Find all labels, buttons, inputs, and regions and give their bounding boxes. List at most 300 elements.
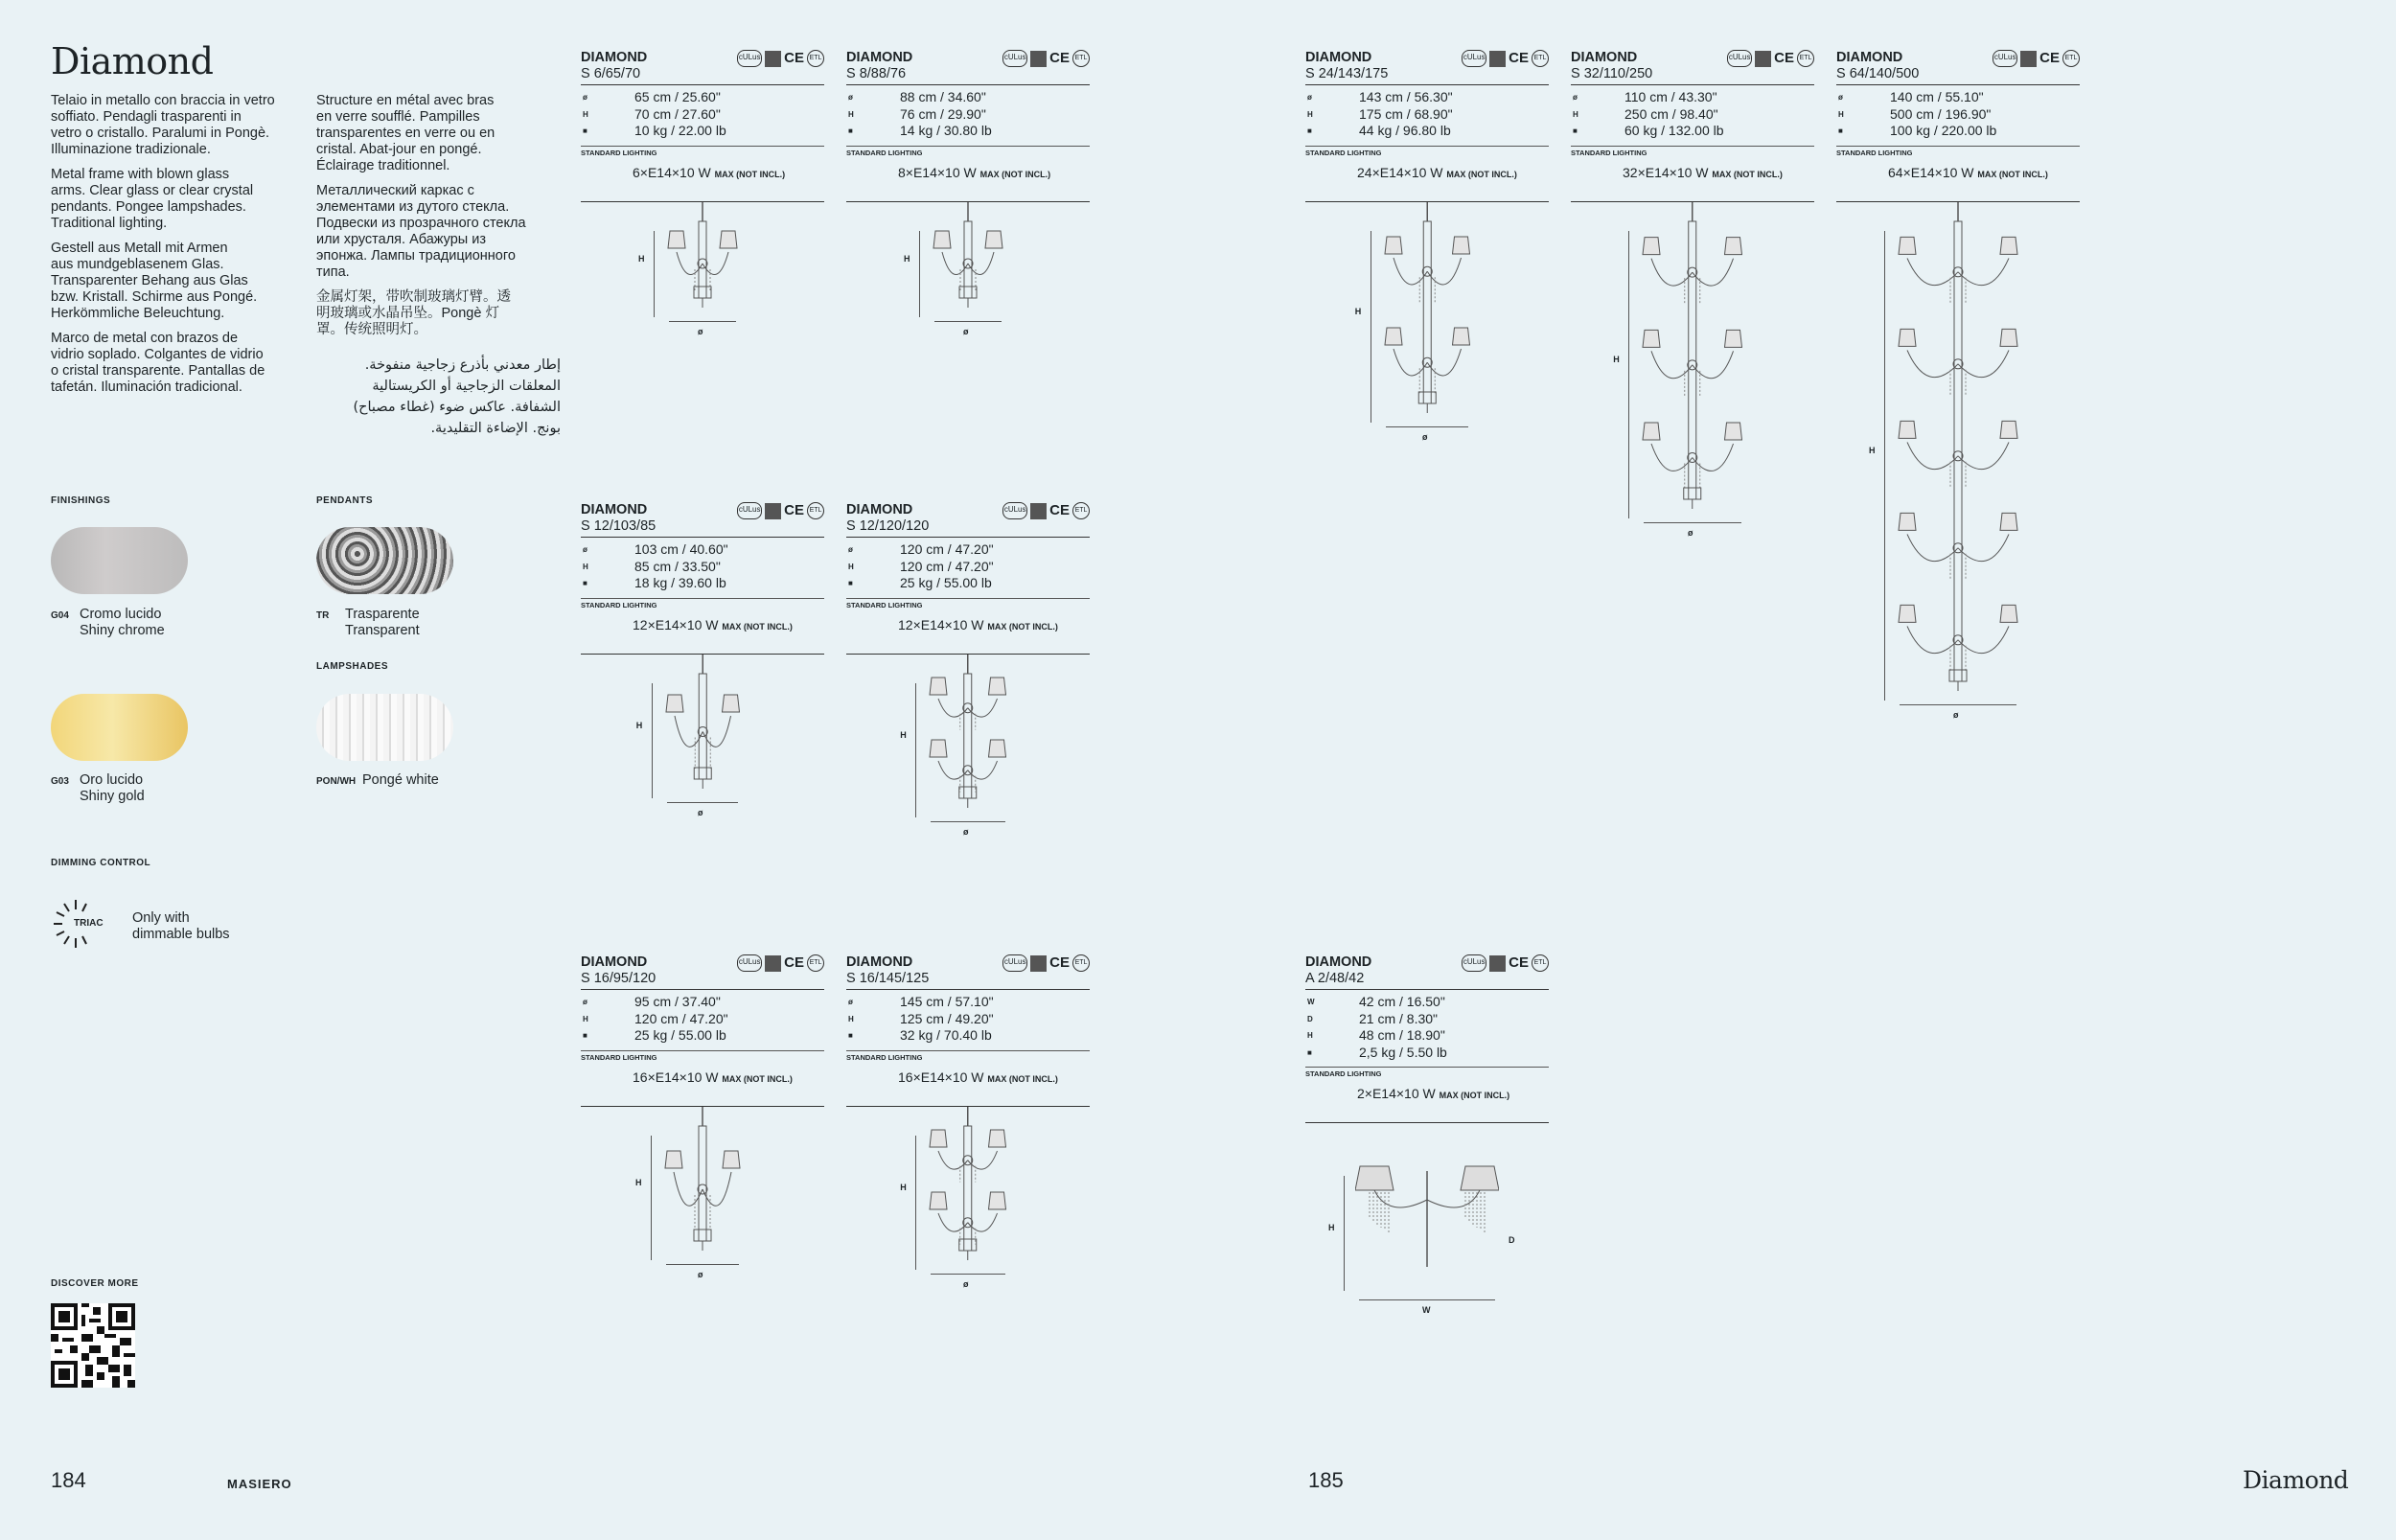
- divider: [1305, 84, 1549, 85]
- spec-value: 120 cm / 47.20": [900, 558, 994, 574]
- diameter-dimension-label: ø: [963, 1278, 969, 1289]
- height-dimension-label: H: [900, 1182, 907, 1192]
- ce-mark-icon: CE: [1049, 50, 1070, 66]
- etl-cert-icon: ETL: [1072, 502, 1090, 519]
- spec-list: [1836, 89, 2080, 140]
- chandelier-drawing: [1355, 1161, 1499, 1296]
- bulb-note: MAX (NOT INCL.): [1977, 169, 2048, 179]
- spec-row: [581, 1011, 824, 1028]
- certification-icons: [1002, 954, 1090, 972]
- product-drawing: [846, 202, 1090, 346]
- pendants-heading: PENDANTS: [316, 495, 374, 506]
- divider: [581, 146, 824, 147]
- cul-cert-icon: cULus: [1462, 954, 1486, 972]
- lighting-heading: STANDARD LIGHTING: [1836, 148, 1913, 157]
- qr-code[interactable]: [51, 1303, 135, 1388]
- height-dimension-label: H: [638, 253, 645, 264]
- product-card: [846, 954, 1090, 1299]
- width-dimension-line: [931, 821, 1005, 822]
- product-model: S 32/110/250: [1571, 66, 1653, 81]
- chandelier-drawing: [663, 655, 743, 798]
- spec-row: [1571, 123, 1814, 140]
- width-dimension-line: [1900, 704, 2016, 705]
- spec-key: H: [848, 109, 854, 119]
- triac-icon: [51, 896, 108, 954]
- ce-mark-icon: CE: [2039, 50, 2060, 66]
- width-dimension-label: W: [1422, 1305, 1431, 1315]
- etl-cert-icon: ETL: [807, 954, 824, 972]
- certification-mark-icon: [765, 503, 781, 519]
- height-dimension-line: [915, 683, 916, 817]
- spec-row: [846, 541, 1090, 559]
- width-dimension-line: [669, 321, 736, 322]
- height-dimension-line: [1344, 1176, 1345, 1291]
- etl-cert-icon: ETL: [807, 502, 824, 519]
- spec-row: [1836, 106, 2080, 124]
- bulb-spec: [898, 617, 1090, 632]
- spec-row: [581, 541, 824, 559]
- lighting-heading: STANDARD LIGHTING: [581, 1052, 657, 1062]
- cul-cert-icon: cULus: [1002, 502, 1027, 519]
- ce-mark-icon: CE: [1774, 50, 1794, 66]
- brand-name: MASIERO: [227, 1477, 292, 1491]
- product-card: [846, 50, 1090, 346]
- bulb-spec: [898, 1069, 1090, 1085]
- bulb-spec: [633, 1069, 824, 1085]
- spec-row: [1305, 89, 1549, 106]
- product-model: S 16/145/125: [846, 971, 930, 986]
- certification-icons: [1993, 50, 2080, 67]
- width-dimension-line: [1644, 522, 1741, 523]
- spec-value: 95 cm / 37.40": [634, 994, 721, 1009]
- spec-row: [581, 1027, 824, 1045]
- bulb-count: 16×E14×10 W: [898, 1069, 984, 1085]
- page-number-left: 184: [51, 1468, 86, 1492]
- divider: [1571, 84, 1814, 85]
- page-title: Diamond: [51, 40, 214, 82]
- divider: [1305, 1067, 1549, 1068]
- spec-row: [846, 575, 1090, 592]
- bulb-note: MAX (NOT INCL.): [722, 621, 793, 632]
- product-name: DIAMOND: [581, 954, 648, 970]
- ce-mark-icon: CE: [784, 502, 804, 518]
- spec-row: [1571, 89, 1814, 106]
- spec-key: ø: [848, 998, 853, 1006]
- ce-mark-icon: CE: [1049, 954, 1070, 971]
- spec-row: [1305, 1011, 1549, 1028]
- spec-row: [846, 1011, 1090, 1028]
- height-dimension-line: [654, 231, 655, 317]
- bulb-spec: [898, 165, 1090, 180]
- divider: [581, 84, 824, 85]
- cul-cert-icon: cULus: [1727, 50, 1752, 67]
- spec-value: 25 kg / 55.00 lb: [634, 1027, 726, 1043]
- bulb-note: MAX (NOT INCL.): [987, 1073, 1058, 1084]
- chandelier-drawing: [1896, 202, 2020, 701]
- ponge-swatch: [316, 694, 453, 761]
- bulb-note: MAX (NOT INCL.): [1439, 1091, 1510, 1100]
- width-dimension-line: [934, 321, 1002, 322]
- spec-row: [581, 559, 824, 576]
- diameter-dimension-label: ø: [698, 807, 703, 817]
- spec-key: ø: [1307, 93, 1312, 102]
- desc-spanish: Marco de metal con brazos de vidrio soplado. Colgantes de vidrio o cristal transparente. Pantallas de tafetán. Iluminación tradicional.: [51, 331, 265, 395]
- divider: [846, 989, 1090, 990]
- weight-icon: ■: [1838, 126, 1843, 135]
- spec-list: [581, 994, 824, 1045]
- certification-mark-icon: [1755, 51, 1771, 67]
- spec-value: 18 kg / 39.60 lb: [634, 575, 726, 590]
- spec-key: H: [583, 1014, 588, 1023]
- spec-row: [1305, 994, 1549, 1011]
- finish-label: Cromo lucido Shiny chrome: [80, 607, 165, 638]
- bulb-count: 8×E14×10 W: [898, 164, 977, 180]
- spec-key: D: [1307, 1014, 1313, 1023]
- lighting-heading: STANDARD LIGHTING: [846, 148, 923, 157]
- spec-key: H: [583, 562, 588, 571]
- spec-value: 125 cm / 49.20": [900, 1010, 994, 1026]
- spec-list: [846, 89, 1090, 140]
- spec-key: ø: [1573, 93, 1578, 102]
- spec-row: [1305, 106, 1549, 124]
- bulb-count: 6×E14×10 W: [633, 164, 711, 180]
- height-dimension-label: H: [1354, 306, 1362, 316]
- divider: [1836, 84, 2080, 85]
- cul-cert-icon: cULus: [1462, 50, 1486, 67]
- spec-value: 85 cm / 33.50": [634, 558, 721, 574]
- spec-value: 44 kg / 96.80 lb: [1359, 123, 1451, 138]
- desc-russian: Металлический каркас с элементами из дутого стекла. Подвески из прозрачного стекла или хрусталя. Абажуры из эпонжа. Лампы традиционного типа.: [316, 183, 526, 280]
- product-card: [1836, 50, 2080, 729]
- spec-value: 25 kg / 55.00 lb: [900, 575, 992, 590]
- etl-cert-icon: ETL: [1072, 954, 1090, 972]
- chandelier-drawing: [1382, 202, 1473, 423]
- product-drawing: [1305, 1123, 1549, 1315]
- finish-label: Oro lucido Shiny gold: [80, 772, 145, 804]
- chrome-swatch: [51, 527, 188, 594]
- height-dimension-line: [915, 1136, 916, 1270]
- height-dimension-line: [651, 1136, 652, 1260]
- spec-row: [581, 106, 824, 124]
- product-model: S 6/65/70: [581, 66, 641, 81]
- product-card: [1571, 50, 1814, 547]
- ce-mark-icon: CE: [784, 954, 804, 971]
- height-dimension-label: H: [635, 720, 643, 730]
- spec-list: [1571, 89, 1814, 140]
- certification-mark-icon: [1489, 955, 1506, 972]
- divider: [1305, 989, 1549, 990]
- spec-value: 100 kg / 220.00 lb: [1890, 123, 1997, 138]
- weight-icon: ■: [583, 126, 587, 135]
- certification-icons: [1002, 50, 1090, 67]
- product-card: [846, 502, 1090, 846]
- certification-mark-icon: [1489, 51, 1506, 67]
- weight-icon: ■: [1573, 126, 1578, 135]
- dimming-text: Only with dimmable bulbs: [132, 910, 230, 942]
- spec-list: [846, 994, 1090, 1045]
- product-card: [1305, 50, 1549, 451]
- spec-row: [1305, 1027, 1549, 1045]
- bulb-note: MAX (NOT INCL.): [979, 169, 1051, 179]
- lighting-heading: STANDARD LIGHTING: [581, 148, 657, 157]
- width-dimension-line: [667, 802, 739, 803]
- product-model: S 12/103/85: [581, 518, 657, 534]
- product-model: A 2/48/42: [1305, 971, 1365, 986]
- spec-value: 48 cm / 18.90": [1359, 1027, 1445, 1043]
- spec-key: ø: [848, 545, 853, 554]
- bulb-count: 12×E14×10 W: [633, 616, 719, 632]
- divider: [846, 146, 1090, 147]
- diameter-dimension-label: ø: [1953, 709, 1959, 720]
- desc-chinese: 金属灯架，带吹制玻璃灯臂。透 明玻璃或水晶吊坠。Pongè 灯 罩。传统照明灯。: [316, 289, 511, 337]
- divider: [1305, 146, 1549, 147]
- weight-icon: ■: [848, 579, 853, 587]
- divider: [581, 989, 824, 990]
- bulb-count: 64×E14×10 W: [1888, 164, 1974, 180]
- divider: [846, 598, 1090, 599]
- weight-icon: ■: [848, 126, 853, 135]
- product-drawing: [846, 655, 1090, 846]
- dimming-heading: DIMMING CONTROL: [51, 858, 151, 868]
- finish-code: G03: [51, 776, 69, 787]
- finish-code: G04: [51, 610, 69, 621]
- width-dimension-line: [1386, 426, 1469, 427]
- bulb-note: MAX (NOT INCL.): [1712, 169, 1783, 179]
- desc-german: Gestell aus Metall mit Armen aus mundgeblasenem Glas. Transparenter Behang aus Glas bzw. Kristall. Schirme aus Pongé. Herkömmliche Beleuchtung.: [51, 241, 258, 321]
- chandelier-drawing: [1640, 202, 1745, 518]
- lighting-heading: STANDARD LIGHTING: [846, 1052, 923, 1062]
- product-card: [581, 50, 824, 346]
- bulb-spec: [1623, 165, 1814, 180]
- desc-arabic: إطار معدني بأذرع زجاجية منفوخة. المعلقات الزجاجية أو الكريستالية الشفافة. عاكس ضوء (غطاء مصباح) بونج. الإضاءة التقليدية.: [353, 357, 561, 436]
- bulb-spec: [1357, 1086, 1549, 1101]
- certification-icons: [1462, 954, 1549, 972]
- height-dimension-line: [1628, 231, 1629, 518]
- product-card: [1305, 954, 1549, 1315]
- pendant-code: TR: [316, 610, 330, 621]
- spec-key: ø: [1838, 93, 1843, 102]
- height-dimension-label: H: [900, 729, 907, 740]
- depth-dimension-label: D: [1509, 1235, 1515, 1245]
- spec-key: ø: [583, 93, 587, 102]
- spec-value: 143 cm / 56.30": [1359, 89, 1453, 104]
- gold-swatch: [51, 694, 188, 761]
- product-drawing: [581, 202, 824, 346]
- lighting-heading: STANDARD LIGHTING: [1305, 148, 1382, 157]
- diameter-dimension-label: ø: [963, 826, 969, 837]
- spec-value: 14 kg / 30.80 lb: [900, 123, 992, 138]
- desc-italian: Telaio in metallo con braccia in vetro soffiato. Pendagli trasparenti in vetro o cristallo. Paralumi in Pongè. Illuminazione tradizionale.: [51, 93, 275, 157]
- spec-value: 2,5 kg / 5.50 lb: [1359, 1044, 1447, 1060]
- spec-key: H: [1573, 109, 1578, 119]
- desc-french: Structure en métal avec bras en verre soufflé. Pampilles transparentes en verre ou en cristal. Abat-jour en pongé. Éclairage traditionnel.: [316, 93, 495, 173]
- finishings-heading: FINISHINGS: [51, 495, 111, 506]
- spec-row: [846, 994, 1090, 1011]
- spec-row: [846, 559, 1090, 576]
- spec-value: 10 kg / 22.00 lb: [634, 123, 726, 138]
- divider: [846, 1050, 1090, 1051]
- spec-list: [1305, 89, 1549, 140]
- product-drawing: [1305, 202, 1549, 451]
- bulb-spec: [633, 165, 824, 180]
- product-name: DIAMOND: [1305, 954, 1372, 970]
- spec-value: 76 cm / 29.90": [900, 105, 986, 122]
- product-drawing: [846, 1107, 1090, 1299]
- spec-key: H: [848, 562, 854, 571]
- spec-row: [846, 106, 1090, 124]
- product-model: S 8/88/76: [846, 66, 907, 81]
- product-name: DIAMOND: [581, 50, 648, 65]
- height-dimension-label: H: [904, 253, 910, 264]
- spec-value: 175 cm / 68.90": [1359, 105, 1453, 122]
- cul-cert-icon: cULus: [737, 954, 762, 972]
- spec-list: [1305, 994, 1549, 1061]
- width-dimension-line: [931, 1274, 1005, 1275]
- spec-key: H: [1838, 109, 1844, 119]
- lighting-heading: STANDARD LIGHTING: [846, 600, 923, 609]
- spec-row: [1571, 106, 1814, 124]
- bulb-spec: [1357, 165, 1549, 180]
- chandelier-drawing: [927, 1107, 1009, 1270]
- description-col-1: [51, 93, 310, 404]
- height-dimension-line: [1884, 231, 1885, 701]
- diameter-dimension-label: ø: [698, 1269, 703, 1279]
- spec-key: ø: [583, 998, 587, 1006]
- bulb-count: 24×E14×10 W: [1357, 164, 1443, 180]
- certification-icons: [737, 50, 824, 67]
- spec-list: [846, 541, 1090, 592]
- chandelier-drawing: [931, 202, 1005, 317]
- lampshade-code: PON/WH: [316, 776, 357, 787]
- product-model: S 12/120/120: [846, 518, 930, 534]
- weight-icon: ■: [583, 579, 587, 587]
- cul-cert-icon: cULus: [1002, 50, 1027, 67]
- bulb-count: 16×E14×10 W: [633, 1069, 719, 1085]
- product-name: DIAMOND: [1571, 50, 1638, 65]
- spec-row: [581, 123, 824, 140]
- desc-english: Metal frame with blown glass arms. Clear glass or clear crystal pendants. Pongee lampshades. Traditional lighting.: [51, 167, 254, 231]
- divider: [581, 598, 824, 599]
- description-col-2: [316, 93, 575, 347]
- spec-key: H: [1307, 1031, 1313, 1040]
- etl-cert-icon: ETL: [1532, 954, 1549, 972]
- product-name: DIAMOND: [581, 502, 648, 517]
- spec-key: H: [1307, 109, 1313, 119]
- product-name: DIAMOND: [846, 502, 913, 517]
- etl-cert-icon: ETL: [1797, 50, 1814, 67]
- product-drawing: [581, 655, 824, 827]
- etl-cert-icon: ETL: [1532, 50, 1549, 67]
- product-drawing: [581, 1107, 824, 1289]
- cul-cert-icon: cULus: [737, 502, 762, 519]
- spec-key: ø: [848, 93, 853, 102]
- spec-row: [1836, 89, 2080, 106]
- spec-row: [846, 1027, 1090, 1045]
- spec-key: W: [1307, 998, 1315, 1006]
- bulb-count: 32×E14×10 W: [1623, 164, 1709, 180]
- spec-row: [581, 575, 824, 592]
- spec-value: 42 cm / 16.50": [1359, 994, 1445, 1009]
- product-card: [581, 954, 824, 1289]
- product-name: DIAMOND: [846, 50, 913, 65]
- product-drawing: [1836, 202, 2080, 729]
- certification-icons: [1002, 502, 1090, 519]
- discover-heading: DISCOVER MORE: [51, 1278, 139, 1289]
- footer-title: Diamond: [2243, 1466, 2349, 1494]
- spec-value: 103 cm / 40.60": [634, 541, 728, 557]
- ce-mark-icon: CE: [1509, 954, 1529, 971]
- product-model: S 64/140/500: [1836, 66, 1920, 81]
- etl-cert-icon: ETL: [1072, 50, 1090, 67]
- spec-row: [846, 89, 1090, 106]
- bulb-note: MAX (NOT INCL.): [1446, 169, 1517, 179]
- bulb-spec: [633, 617, 824, 632]
- spec-value: 60 kg / 132.00 lb: [1624, 123, 1724, 138]
- bulb-count: 2×E14×10 W: [1357, 1086, 1436, 1101]
- spec-value: 145 cm / 57.10": [900, 994, 994, 1009]
- height-dimension-label: H: [1869, 445, 1876, 455]
- divider: [581, 537, 824, 538]
- height-dimension-label: H: [635, 1177, 642, 1187]
- chandelier-drawing: [665, 202, 740, 317]
- ce-mark-icon: CE: [1509, 50, 1529, 66]
- spec-row: [581, 994, 824, 1011]
- spec-value: 32 kg / 70.40 lb: [900, 1027, 992, 1043]
- diameter-dimension-label: ø: [963, 326, 969, 336]
- spec-list: [581, 89, 824, 140]
- lampshade-label: Pongé white: [362, 772, 439, 788]
- spec-value: 120 cm / 47.20": [900, 541, 994, 557]
- divider: [1836, 146, 2080, 147]
- product-model: S 24/143/175: [1305, 66, 1389, 81]
- weight-icon: ■: [1307, 1047, 1312, 1057]
- certification-icons: [737, 502, 824, 519]
- weight-icon: ■: [583, 1031, 587, 1040]
- diameter-dimension-label: ø: [1422, 431, 1428, 442]
- height-dimension-label: H: [1613, 354, 1620, 364]
- bulb-count: 12×E14×10 W: [898, 616, 984, 632]
- crystal-swatch: [316, 527, 453, 594]
- spec-list: [581, 541, 824, 592]
- height-dimension-line: [652, 683, 653, 798]
- spec-value: 65 cm / 25.60": [634, 89, 721, 104]
- certification-icons: [737, 954, 824, 972]
- bulb-note: MAX (NOT INCL.): [987, 621, 1058, 632]
- product-name: DIAMOND: [1836, 50, 1903, 65]
- spec-value: 110 cm / 43.30": [1624, 89, 1717, 104]
- certification-mark-icon: [765, 955, 781, 972]
- lampshades-heading: LAMPSHADES: [316, 661, 389, 672]
- cul-cert-icon: cULus: [737, 50, 762, 67]
- divider: [846, 537, 1090, 538]
- product-name: DIAMOND: [846, 954, 913, 970]
- certification-mark-icon: [765, 51, 781, 67]
- height-dimension-label: H: [1328, 1223, 1335, 1232]
- etl-cert-icon: ETL: [2062, 50, 2080, 67]
- certification-icons: [1462, 50, 1549, 67]
- spec-key: H: [848, 1014, 854, 1023]
- lighting-heading: STANDARD LIGHTING: [1571, 148, 1647, 157]
- divider: [846, 84, 1090, 85]
- certification-mark-icon: [1030, 51, 1047, 67]
- certification-icons: [1727, 50, 1814, 67]
- cul-cert-icon: cULus: [1002, 954, 1027, 972]
- chandelier-drawing: [927, 655, 1009, 817]
- spec-row: [1305, 123, 1549, 140]
- spec-row: [581, 89, 824, 106]
- diameter-dimension-label: ø: [698, 326, 703, 336]
- spec-row: [846, 123, 1090, 140]
